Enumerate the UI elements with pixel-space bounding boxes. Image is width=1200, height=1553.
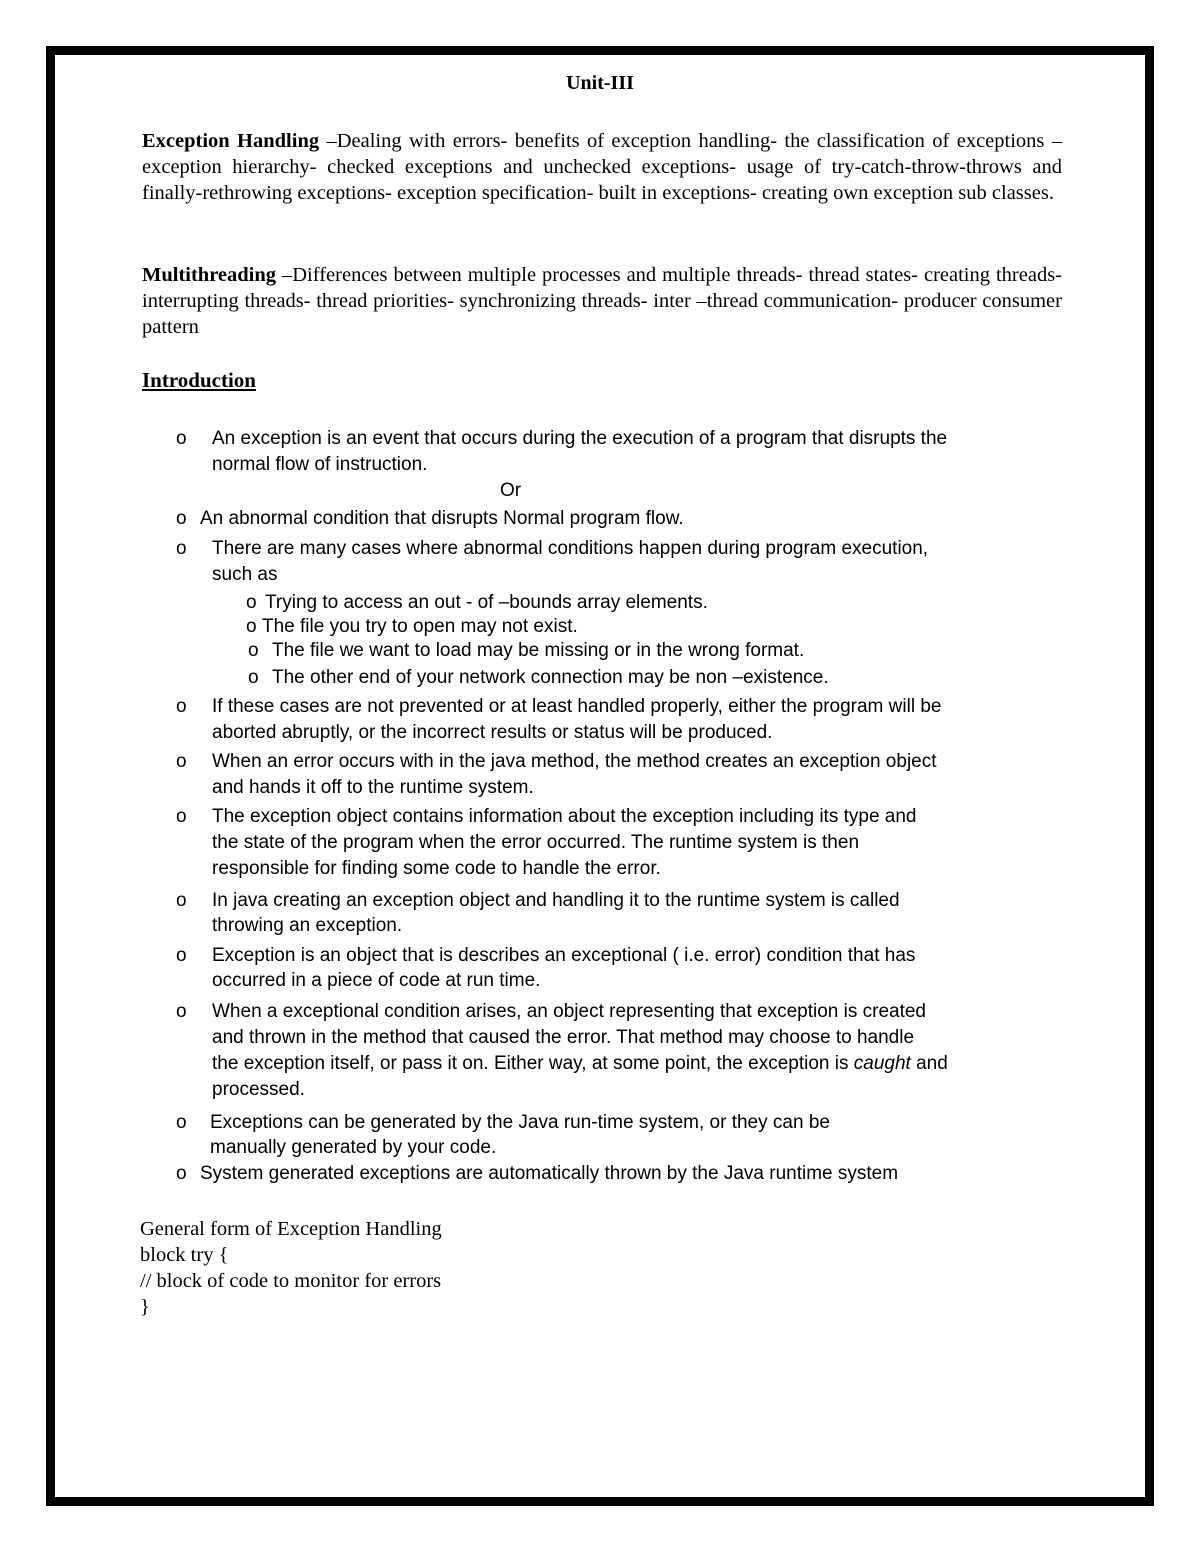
sub-list-item: The other end of your network connection may be non –existence. <box>272 667 829 688</box>
list-item: normal flow of instruction. <box>212 454 428 475</box>
list-item: The exception object contains information about the exception including its type and <box>212 806 917 827</box>
list-item: such as <box>212 564 278 585</box>
list-item: throwing an exception. <box>212 915 403 936</box>
bullet-marker: o <box>176 538 187 559</box>
bullet-marker: o <box>176 1001 187 1022</box>
list-item: processed. <box>212 1079 305 1100</box>
list-item: aborted abruptly, or the incorrect results or status will be produced. <box>212 722 773 743</box>
list-item: When a exceptional condition arises, an object representing that exception is created <box>212 1001 926 1022</box>
list-item: An abnormal condition that disrupts Normal program flow. <box>200 508 684 529</box>
bullet-marker: o <box>176 890 187 911</box>
bullet-marker: o <box>176 1163 187 1184</box>
caught-emphasis: caught <box>853 1053 911 1074</box>
list-item: An exception is an event that occurs during the execution of a program that disrupts the <box>212 428 948 449</box>
bullet-marker: o <box>176 806 187 827</box>
list-item: and hands it off to the runtime system. <box>212 777 534 798</box>
list-item <box>212 1051 948 1077</box>
bullet-marker: o <box>176 508 187 529</box>
bullet-marker: o <box>176 428 187 449</box>
general-form-heading: General form of Exception Handling <box>140 1218 442 1240</box>
list-item: the state of the program when the error occurred. The runtime system is then <box>212 832 860 853</box>
exception-handling-paragraph <box>142 128 1062 206</box>
list-item-text: the exception itself, or pass it on. Either way, at some point, the exception is <box>212 1053 854 1074</box>
list-item: System generated exceptions are automatically thrown by the Java runtime system <box>200 1163 899 1184</box>
list-item: manually generated by your code. <box>210 1137 497 1158</box>
list-item: occurred in a piece of code at run time. <box>212 970 541 991</box>
list-item: responsible for finding some code to handle the error. <box>212 858 661 879</box>
bullet-marker: o <box>176 696 187 717</box>
list-item: There are many cases where abnormal conditions happen during program execution, <box>212 538 929 559</box>
list-item: When an error occurs with in the java method, the method creates an exception object <box>212 751 937 772</box>
sub-list-item: The file we want to load may be missing or in the wrong format. <box>272 640 805 661</box>
sub-list-item: The file you try to open may not exist. <box>262 616 578 637</box>
bullet-marker: o <box>176 945 187 966</box>
sub-bullet-marker: o <box>248 640 259 661</box>
exception-handling-heading: Exception Handling <box>142 130 320 152</box>
list-item: If these cases are not prevented or at least handled properly, either the program will be <box>212 696 942 717</box>
multithreading-text: –Differences between multiple processes and multiple threads- thread states- creating threads- interrupting threads- thread priorities- synchronizing threads- inter –thread communication- producer consumer pattern <box>142 264 1062 338</box>
list-item: Exceptions can be generated by the Java run-time system, or they can be <box>210 1112 830 1133</box>
exception-handling-text: –Dealing with errors- benefits of exception handling- the classification of exceptions –exception hierarchy- checked exceptions and unchecked exceptions- usage of try-catch-throw-throws and finally-rethrowing exceptions- exception specification- built in exceptions- creating own exception sub classes. <box>142 130 1062 204</box>
multithreading-heading: Multithreading <box>142 264 277 286</box>
code-line: } <box>140 1296 150 1318</box>
code-line: block try { <box>140 1244 229 1266</box>
code-line: // block of code to monitor for errors <box>140 1270 442 1292</box>
list-item: Exception is an object that is describes an exceptional ( i.e. error) condition that has <box>212 945 916 966</box>
page-title: Unit-III <box>566 72 634 94</box>
sub-list-item: Trying to access an out - of –bounds array elements. <box>265 592 708 613</box>
bullet-marker: o <box>176 1112 187 1133</box>
bullet-marker: o <box>176 751 187 772</box>
multithreading-paragraph <box>142 262 1062 340</box>
sub-bullet-marker: o <box>248 667 259 688</box>
sub-bullet-marker: o <box>246 592 257 613</box>
list-item: In java creating an exception object and handling it to the runtime system is called <box>212 890 900 911</box>
sub-bullet-marker: o <box>246 616 257 637</box>
or-separator: Or <box>500 480 522 501</box>
list-item: and thrown in the method that caused the error. That method may choose to handle <box>212 1027 915 1048</box>
list-item-text: and <box>910 1053 948 1074</box>
introduction-heading: Introduction <box>142 368 256 392</box>
